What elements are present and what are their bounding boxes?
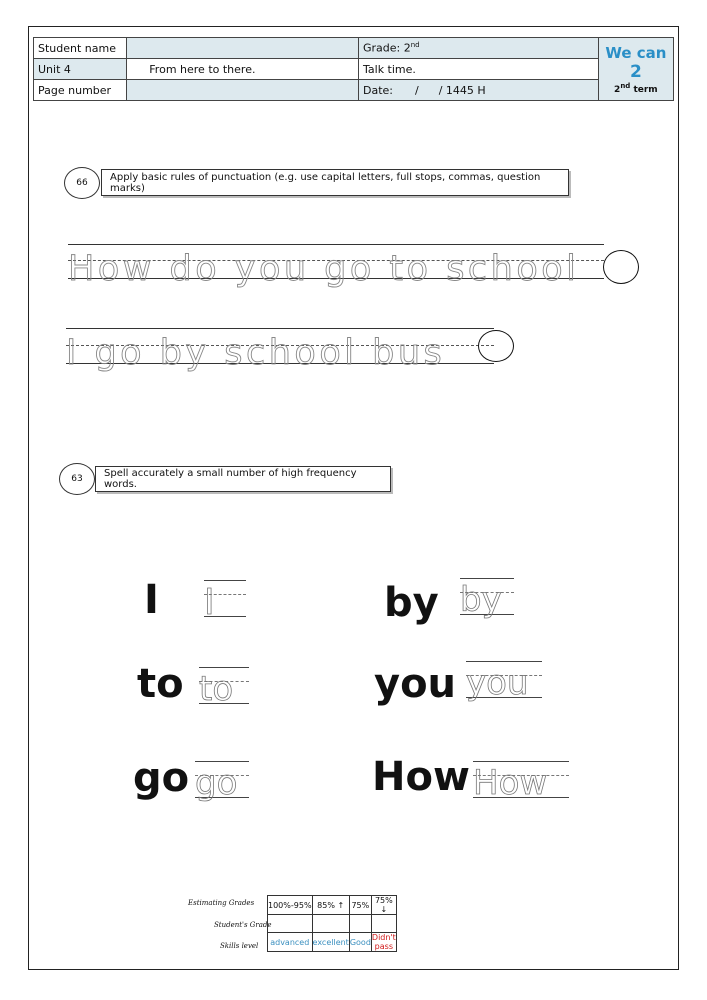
skill-good[interactable]: Good [349, 933, 371, 952]
objective-number-badge: 66 [64, 167, 100, 199]
trace-word-text: How [473, 763, 548, 803]
term-label [601, 82, 671, 95]
date-cell [359, 80, 599, 101]
grade-label: Grade: 2 [363, 41, 411, 55]
trace-word-i[interactable] [204, 580, 246, 623]
word-how: How [372, 754, 470, 800]
student-name-field[interactable] [127, 38, 359, 59]
term-word: term [633, 84, 658, 95]
page-border [28, 26, 679, 970]
top-line [460, 578, 514, 579]
trace-word-you[interactable] [466, 661, 542, 701]
unit-label: Unit 4 [34, 59, 127, 80]
trace-word-by[interactable] [460, 578, 514, 618]
top-line [199, 667, 249, 668]
trace-word-text: by [460, 580, 502, 620]
tracing-sentence-2[interactable] [66, 328, 494, 372]
trace-text: How do you go to school [68, 249, 580, 289]
page-number-field[interactable] [127, 80, 359, 101]
grades-table [267, 895, 397, 952]
trace-word-text: you [466, 663, 529, 703]
page-number-label: Page number [34, 80, 127, 101]
skill-excellent[interactable]: excellent [312, 933, 349, 952]
word-i: I [144, 577, 159, 623]
top-line [204, 580, 246, 581]
date-sep-2: / 1445 H [438, 83, 486, 97]
grade-sup: nd [410, 41, 420, 50]
date-sep-1: / [415, 83, 419, 97]
top-line [195, 761, 249, 762]
word-you: you [374, 661, 457, 707]
trace-word-go[interactable] [195, 761, 249, 803]
word-by: by [384, 580, 439, 626]
estimate-cell: 85% ↑ [312, 896, 349, 915]
grade-cell [359, 38, 599, 59]
top-line [66, 328, 494, 329]
student-name-label: Student name [34, 38, 127, 59]
unit-title: From here to there. [127, 59, 359, 80]
trace-word-how[interactable] [473, 761, 569, 801]
objective-box: Spell accurately a small number of high frequency words. [95, 466, 391, 492]
top-line [68, 244, 604, 245]
term-number: 2 [614, 84, 621, 95]
trace-word-text: I [204, 582, 215, 623]
trace-word-text: to [199, 669, 234, 709]
top-line [473, 761, 569, 762]
student-grade-cell[interactable] [312, 915, 349, 933]
skill-advanced[interactable]: advanced [268, 933, 313, 952]
trace-word-text: go [195, 763, 238, 803]
trace-word-to[interactable] [199, 667, 249, 709]
date-label: Date: [363, 83, 393, 97]
student-grade-cell[interactable] [371, 915, 396, 933]
word-to: to [137, 661, 184, 707]
estimate-cell: 75% ↓ [371, 896, 396, 915]
skill-didnt-pass[interactable]: Didn't pass [371, 933, 396, 951]
word-go: go [133, 755, 190, 801]
brand-number: 2 [629, 61, 642, 82]
punctuation-circle[interactable] [603, 250, 639, 284]
worksheet-header [33, 37, 674, 101]
tracing-sentence-1[interactable] [68, 244, 604, 288]
student-grade-cell[interactable] [268, 915, 313, 933]
student-grade-cell[interactable] [349, 915, 371, 933]
brand-title: We can [605, 43, 667, 62]
brand-cell [598, 38, 673, 101]
term-sup: nd [620, 81, 631, 90]
estimate-cell: 100%-95% [268, 896, 313, 915]
objective-box: Apply basic rules of punctuation (e.g. use capital letters, full stops, commas, question marks) [101, 169, 569, 196]
objective-number-badge: 63 [59, 463, 95, 495]
lesson-title: Talk time. [359, 59, 599, 80]
top-line [466, 661, 542, 662]
estimate-cell: 75% [349, 896, 371, 915]
trace-text: I go by school bus [66, 333, 446, 373]
punctuation-circle[interactable] [478, 330, 514, 362]
